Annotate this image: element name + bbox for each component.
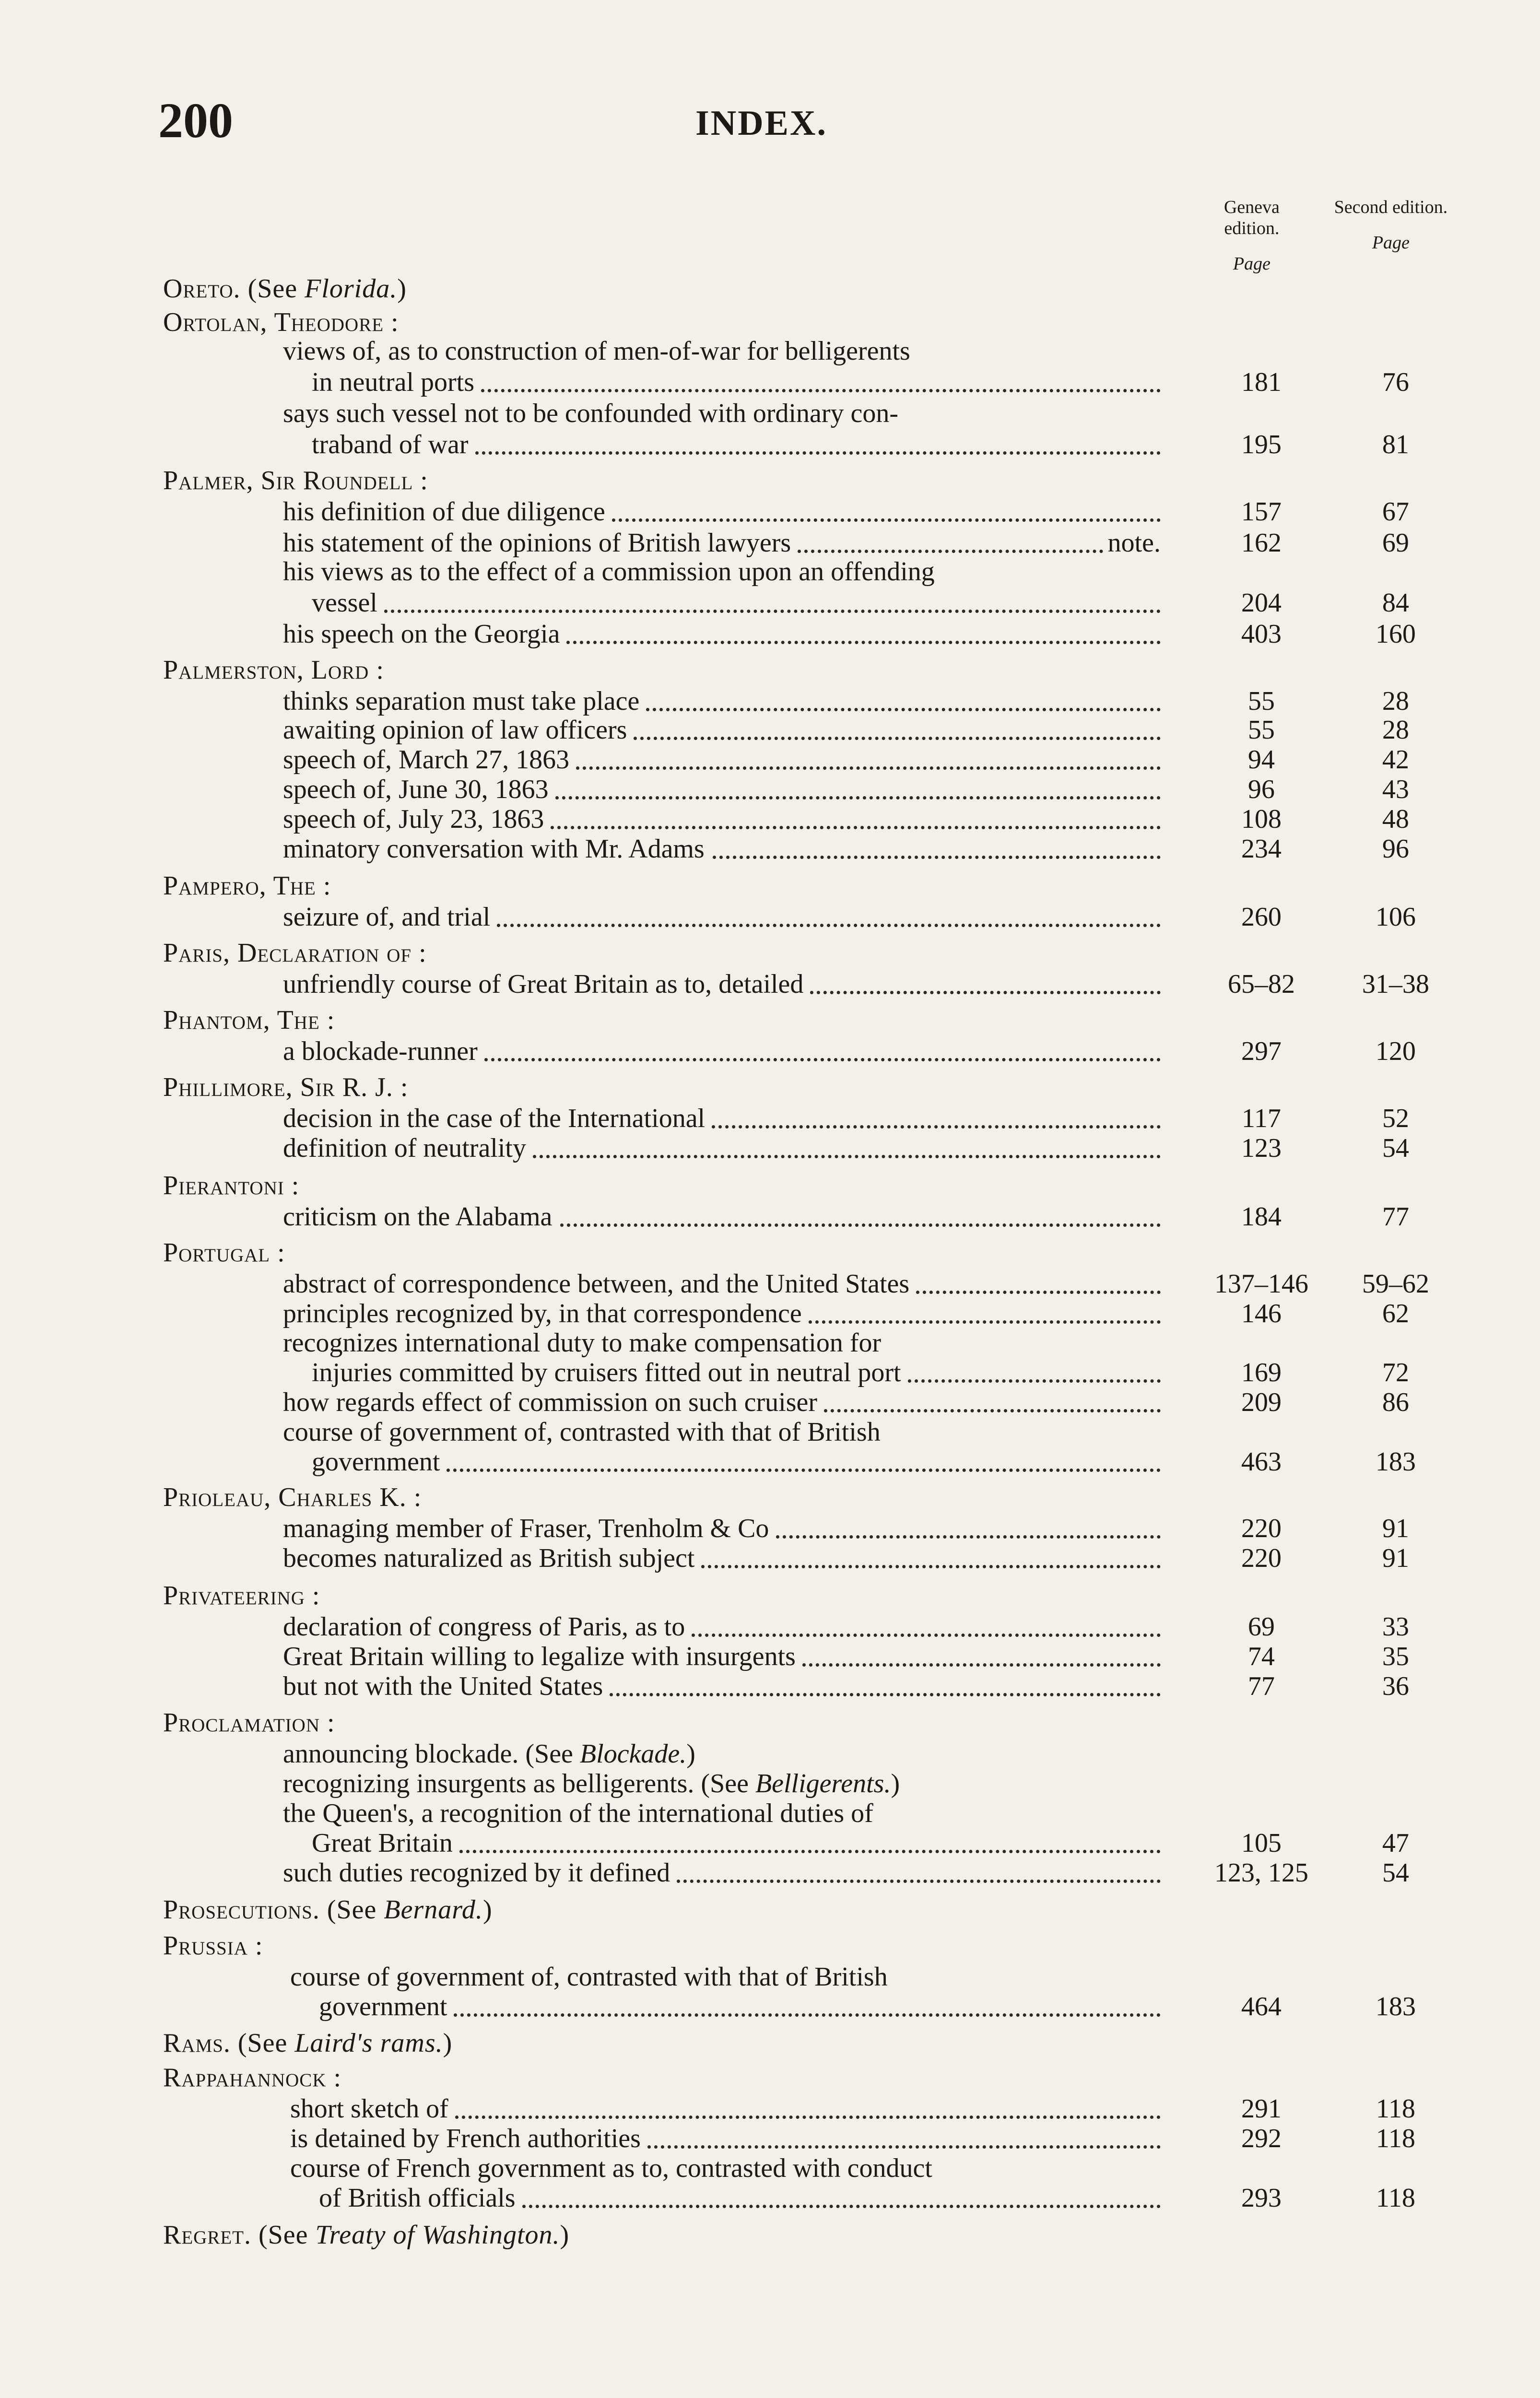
dot-leader: [522, 2205, 1161, 2208]
second-page: 76: [1382, 367, 1409, 397]
see-prefix: (See: [327, 1895, 384, 1925]
subentry-label: vessel: [312, 588, 377, 618]
subentry-label: announcing blockade.: [283, 1739, 519, 1769]
geneva-page: 105: [1241, 1828, 1281, 1858]
index-heading: [163, 2220, 1439, 2250]
geneva-page: 220: [1241, 1543, 1281, 1573]
see-reference: Florida.: [305, 274, 398, 304]
dot-leader: [610, 1693, 1161, 1696]
heading-name: Privateering :: [163, 1581, 320, 1610]
see-reference: Blockade.: [579, 1739, 687, 1769]
subentry-text: [283, 902, 490, 932]
second-page: 96: [1382, 834, 1409, 864]
dot-leader: [713, 856, 1161, 859]
geneva-page: 162: [1241, 528, 1281, 558]
second-page: 54: [1382, 1133, 1409, 1163]
index-heading: [163, 2028, 1439, 2058]
subentry-text: [283, 1611, 685, 1642]
index-heading: [163, 1482, 1439, 1513]
geneva-page: 77: [1248, 1671, 1275, 1701]
subentry-text: [312, 367, 474, 398]
page-number: 200: [158, 93, 233, 148]
subentry-label: course of French government as to, contrasted with conduct: [290, 2153, 932, 2183]
subentry-label: speech of, June 30, 1863: [283, 775, 549, 804]
second-page: 35: [1382, 1642, 1409, 1671]
subentry-label: how regards effect of commission on such cruiser: [283, 1387, 817, 1417]
heading-name: Rappahannock :: [163, 2063, 342, 2092]
second-page: 28: [1382, 715, 1409, 745]
subentry-label: such duties recognized by it defined: [283, 1858, 670, 1888]
geneva-page: 463: [1241, 1447, 1281, 1477]
subentry-label: minatory conversation with Mr. Adams: [283, 834, 705, 864]
subentry-text: [283, 715, 627, 745]
subentry-label: declaration of congress of Paris, as to: [283, 1612, 685, 1642]
heading-name: Palmer, Sir Roundell :: [163, 466, 428, 495]
see-suffix: ): [482, 1895, 493, 1925]
geneva-page: 209: [1241, 1387, 1281, 1417]
see-prefix: (See: [701, 1769, 755, 1798]
geneva-page: 146: [1241, 1299, 1281, 1328]
heading-name: Paris, Declaration of :: [163, 938, 427, 968]
subentry-label: but not with the United States: [283, 1671, 603, 1701]
see-prefix: (See: [247, 274, 305, 304]
index-heading: [163, 1005, 1439, 1035]
subentry-label: managing member of Fraser, Trenholm & Co: [283, 1514, 769, 1543]
subentry-label: the Queen's, a recognition of the international duties of: [283, 1798, 873, 1828]
index-heading: [163, 1170, 1439, 1201]
subentry-text: [283, 969, 803, 999]
second-page: 54: [1382, 1858, 1409, 1888]
dot-leader: [447, 1469, 1161, 1472]
geneva-page: 291: [1241, 2094, 1281, 2124]
second-page: 47: [1382, 1828, 1409, 1858]
subentry-label: thinks separation must take place: [283, 686, 640, 716]
heading-name: Pierantoni :: [163, 1171, 300, 1200]
subentry-text: [283, 774, 549, 805]
geneva-page: 96: [1248, 775, 1275, 804]
subentry-label: course of government of, contrasted with that of British: [283, 1417, 881, 1447]
second-page: 62: [1382, 1299, 1409, 1328]
second-page: 118: [1376, 2094, 1415, 2124]
second-page: 84: [1382, 588, 1409, 618]
dot-leader: [776, 1535, 1161, 1539]
subentry-text: [283, 1798, 873, 1829]
see-reference: Belligerents.: [755, 1769, 891, 1798]
geneva-page: 181: [1241, 367, 1281, 397]
subentry-label: unfriendly course of Great Britain as to, detailed: [283, 969, 804, 999]
heading-name: Palmerston, Lord :: [163, 655, 384, 685]
subentry-text: [283, 1036, 478, 1067]
second-page-label: Page: [1372, 233, 1410, 253]
geneva-edition-header: [1194, 197, 1309, 274]
subentry-label: short sketch of: [290, 2094, 448, 2124]
second-page: 43: [1382, 775, 1409, 804]
subentry-text: [283, 1739, 695, 1769]
geneva-page: 220: [1241, 1514, 1281, 1543]
dot-leader: [677, 1880, 1161, 1883]
geneva-page: 55: [1248, 686, 1275, 716]
subentry-text: [283, 1543, 694, 1574]
index-heading: [163, 1707, 1439, 1738]
subentry-label: speech of, March 27, 1863: [283, 745, 570, 775]
subentry-text: [283, 1201, 552, 1232]
dot-leader: [566, 641, 1161, 644]
geneva-page: 292: [1241, 2124, 1281, 2153]
subentry-text: [283, 1857, 670, 1888]
second-page: 160: [1375, 619, 1416, 649]
second-page: 120: [1375, 1036, 1416, 1066]
subentry-label: awaiting opinion of law officers: [283, 715, 627, 745]
second-page: 31–38: [1362, 969, 1429, 999]
geneva-page: 403: [1241, 619, 1281, 649]
subentry-text: [283, 1417, 881, 1447]
dot-leader: [481, 389, 1161, 392]
subentry-label: says such vessel not to be confounded with ordinary con-: [283, 399, 899, 428]
subentry-text: [312, 1828, 453, 1858]
geneva-page: 464: [1241, 1992, 1281, 2022]
second-page: 183: [1375, 1447, 1416, 1477]
subentry-label: seizure of, and trial: [283, 902, 491, 932]
see-suffix: ): [891, 1769, 900, 1798]
geneva-page: 117: [1242, 1104, 1281, 1133]
subentry-label: government: [312, 1447, 440, 1477]
see-suffix: ): [397, 274, 407, 304]
subentry-text: [290, 2093, 448, 2124]
geneva-page: 157: [1241, 497, 1281, 527]
subentry-text: [290, 1962, 888, 1992]
second-page: 28: [1382, 686, 1409, 716]
second-page: 59–62: [1362, 1269, 1429, 1299]
heading-name: Prioleau, Charles K. :: [163, 1482, 422, 1512]
subentry-label: his views as to the effect of a commission upon an offending: [283, 557, 935, 587]
dot-leader: [555, 796, 1161, 799]
geneva-page: 123: [1241, 1133, 1281, 1163]
dot-leader: [809, 1320, 1161, 1324]
subentry-text: [290, 2153, 932, 2184]
dot-leader: [459, 1850, 1161, 1853]
second-page: 91: [1382, 1514, 1409, 1543]
subentry-text: [319, 1991, 447, 2022]
dot-leader: [576, 766, 1161, 770]
see-reference: Bernard.: [384, 1895, 483, 1925]
subentry-text: [283, 496, 605, 527]
subentry-label: principles recognized by, in that correspondence: [283, 1299, 802, 1328]
heading-name: Phantom, The :: [163, 1005, 335, 1035]
dot-leader: [533, 1155, 1161, 1158]
subentry-text: [283, 1298, 802, 1329]
geneva-page: 195: [1241, 430, 1281, 459]
dot-leader: [810, 991, 1161, 994]
subentry-label: speech of, July 23, 1863: [283, 804, 544, 834]
geneva-page: 260: [1241, 902, 1281, 932]
index-heading: [163, 2062, 1439, 2093]
subentry-label: traband of war: [312, 430, 469, 459]
see-prefix: (See: [259, 2220, 316, 2250]
subentry-text: [283, 1641, 796, 1672]
heading-name: Portugal :: [163, 1238, 285, 1268]
see-suffix: ): [686, 1739, 695, 1769]
geneva-page: 74: [1248, 1642, 1275, 1671]
dot-leader: [612, 518, 1161, 522]
subentry-label: his definition of due diligence: [283, 497, 605, 527]
heading-name: Prussia :: [163, 1931, 263, 1961]
dot-leader: [646, 708, 1161, 711]
second-page: 118: [1376, 2183, 1415, 2213]
second-edition-label: Second edition.: [1334, 197, 1448, 217]
second-page: 36: [1382, 1671, 1409, 1701]
subentry-text: [283, 1768, 900, 1799]
subentry-label: becomes naturalized as British subject: [283, 1543, 695, 1573]
index-heading: [163, 1580, 1439, 1611]
heading-name: Prosecutions.: [163, 1895, 320, 1925]
subentry-text: [283, 1387, 817, 1418]
subentry-label: course of government of, contrasted with that of British: [290, 1962, 888, 1992]
index-heading: [163, 1237, 1439, 1268]
subentry-label: in neutral ports: [312, 367, 475, 397]
geneva-page: 293: [1241, 2183, 1281, 2213]
subentry-label: his statement of the opinions of British lawyers: [283, 528, 791, 558]
second-page: 69: [1382, 528, 1409, 558]
subentry-text: [283, 619, 560, 649]
second-page: 72: [1382, 1358, 1409, 1387]
subentry-text: [319, 2183, 516, 2213]
geneva-page-label: Page: [1233, 254, 1271, 274]
subentry-label: abstract of correspondence between, and the United States: [283, 1269, 910, 1299]
subentry-label: recognizes international duty to make compensation for: [283, 1328, 882, 1358]
subentry-text: [312, 1357, 901, 1388]
second-page: 48: [1382, 804, 1409, 834]
heading-name: Ortolan, Theodore :: [163, 307, 399, 337]
subentry-text: [283, 804, 544, 835]
second-page: 81: [1382, 430, 1409, 459]
second-page: 42: [1382, 745, 1409, 775]
dot-leader: [484, 1058, 1161, 1061]
second-page: 67: [1382, 497, 1409, 527]
subentry-text: [312, 1446, 440, 1477]
dot-leader: [647, 2145, 1161, 2149]
subentry-text: [283, 1671, 603, 1702]
subentry-label: definition of neutrality: [283, 1133, 526, 1163]
subentry-label: Great Britain willing to legalize with insurgents: [283, 1642, 796, 1671]
geneva-page: 108: [1241, 804, 1281, 834]
subentry-text: [283, 556, 935, 587]
dot-leader: [497, 924, 1161, 927]
dot-leader: [454, 2013, 1161, 2017]
subentry-text: [312, 588, 377, 618]
dot-leader: [384, 610, 1161, 613]
subentry-text: [283, 1269, 909, 1299]
subentry-label: criticism on the Alabama: [283, 1202, 553, 1232]
dot-leader: [824, 1409, 1161, 1412]
see-reference: Laird's rams.: [294, 2028, 443, 2058]
dot-leader: [560, 1223, 1161, 1227]
heading-name: Phillimore, Sir R. J. :: [163, 1072, 409, 1102]
subentry-label: views of, as to construction of men-of-war for belligerents: [283, 336, 910, 366]
dot-leader: [802, 1663, 1161, 1667]
geneva-page: 184: [1241, 1202, 1281, 1232]
second-page: 118: [1376, 2124, 1415, 2153]
subentry-label: his speech on the Georgia: [283, 619, 560, 649]
index-heading: [163, 273, 1439, 304]
geneva-page: 137–146: [1214, 1269, 1308, 1299]
geneva-page: 55: [1248, 715, 1275, 745]
index-heading: [163, 307, 1439, 338]
subentry-text: [283, 834, 705, 864]
see-reference: Treaty of Washington.: [315, 2220, 560, 2250]
second-page: 52: [1382, 1104, 1409, 1133]
geneva-page: 94: [1248, 745, 1275, 775]
see-suffix: ): [443, 2028, 453, 2058]
dot-leader: [908, 1379, 1161, 1383]
heading-name: Pampero, The :: [163, 871, 331, 901]
geneva-page: 123, 125: [1214, 1858, 1308, 1888]
subentry-text: [290, 2123, 641, 2154]
geneva-edition-label: Geneva edition.: [1223, 197, 1280, 238]
subentry-label: government: [319, 1992, 447, 2022]
second-edition-header: [1333, 197, 1448, 253]
subentry-text: [283, 1328, 881, 1358]
subentry-text: [283, 528, 791, 558]
index-heading: [163, 465, 1439, 496]
subentry-text: [283, 398, 898, 429]
geneva-page: 204: [1241, 588, 1281, 618]
geneva-page: 69: [1248, 1612, 1275, 1642]
dot-leader: [916, 1291, 1161, 1294]
heading-name: Proclamation :: [163, 1708, 335, 1738]
second-page: 86: [1382, 1387, 1409, 1417]
subentry-text: [283, 1133, 526, 1164]
heading-name: Rams.: [163, 2028, 231, 2058]
second-page: 77: [1382, 1202, 1409, 1232]
subentry-label: injuries committed by cruisers fitted out in neutral port: [312, 1358, 901, 1387]
dot-leader: [551, 826, 1161, 829]
index-heading: [163, 655, 1439, 685]
dot-leader: [701, 1565, 1161, 1568]
subentry-text: [283, 1513, 769, 1544]
see-suffix: ): [560, 2220, 570, 2250]
subentry-label: of British officials: [319, 2183, 516, 2213]
dot-leader: [798, 550, 1103, 553]
second-page: 106: [1375, 902, 1416, 932]
second-page: 183: [1375, 1992, 1416, 2022]
index-heading: [163, 1072, 1439, 1103]
index-heading: [163, 938, 1439, 968]
geneva-page: 297: [1241, 1036, 1281, 1066]
dot-leader: [692, 1634, 1161, 1637]
geneva-page: 234: [1241, 834, 1281, 864]
note-marker: note.: [1107, 528, 1161, 558]
index-heading: [163, 1894, 1439, 1925]
dot-leader: [634, 737, 1161, 740]
dot-leader: [475, 451, 1161, 455]
second-page: 33: [1382, 1612, 1409, 1642]
geneva-page: 65–82: [1228, 969, 1295, 999]
subentry-label: decision in the case of the International: [283, 1104, 705, 1133]
second-page: 91: [1382, 1543, 1409, 1573]
subentry-text: [283, 744, 569, 775]
heading-name: Oreto.: [163, 274, 241, 304]
subentry-text: [312, 429, 469, 460]
geneva-page: 169: [1241, 1358, 1281, 1387]
heading-name: Regret.: [163, 2220, 251, 2250]
subentry-text: [283, 336, 910, 366]
page-title: INDEX.: [695, 104, 827, 143]
subentry-label: Great Britain: [312, 1828, 453, 1858]
subentry-text: [283, 1103, 705, 1134]
dot-leader: [455, 2116, 1161, 2119]
see-prefix: (See: [237, 2028, 295, 2058]
see-prefix: (See: [525, 1739, 580, 1769]
dot-leader: [712, 1125, 1161, 1128]
subentry-label: is detained by French authorities: [290, 2124, 641, 2153]
subentry-text: [283, 686, 639, 717]
subentry-label: recognizing insurgents as belligerents.: [283, 1769, 694, 1798]
subentry-label: a blockade-runner: [283, 1036, 478, 1066]
index-heading: [163, 1930, 1439, 1961]
index-heading: [163, 870, 1439, 901]
